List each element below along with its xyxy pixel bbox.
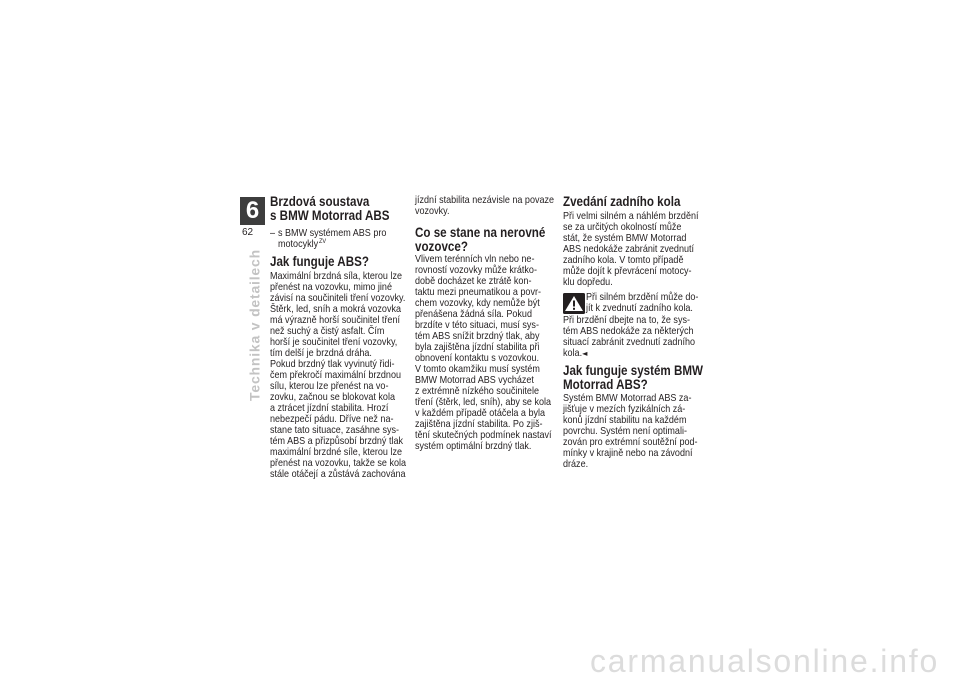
body-line: mínky v krajině nebo na závodní <box>563 446 693 459</box>
body-line: BMW Motorrad ABS vycházet <box>415 374 534 386</box>
list-item-text: motocykly <box>277 238 319 250</box>
warning-line: Při silném brzdění může do- <box>586 290 699 303</box>
page-number: 62 <box>242 227 254 238</box>
section-title-line: s BMW Motorrad ABS <box>270 207 390 223</box>
warning-line: tém ABS nedokáže za některých <box>563 324 694 337</box>
body-line: tění skutečných podmínek nastaví <box>415 429 552 441</box>
heading-how-bmw-abs-works <box>563 364 703 391</box>
body-line: tím delší je brzdná dráha. <box>270 346 372 359</box>
warning-text <box>563 315 695 359</box>
body-line: Při velmi silném a náhlém brzdění <box>563 209 699 222</box>
body-line: se za určitých okolností může <box>563 220 682 233</box>
list-dash: – <box>270 227 276 239</box>
column-3 <box>563 0 703 679</box>
body-line: brzdíte v této situaci, musí sys- <box>415 319 539 331</box>
heading-line: Co se stane na nerovné <box>415 225 546 240</box>
body-line: Maximální brzdná síla, kterou lze <box>270 269 402 282</box>
body-line: tření (štěrk, led, sníh), aby se kola <box>415 396 552 408</box>
body-line: jízdní stabilita nezávisle na povaze <box>415 193 555 206</box>
body-line: vozovky. <box>415 204 450 217</box>
site-watermark: carmanualsonline.info <box>590 643 940 679</box>
heading-line: vozovce? <box>415 238 468 254</box>
warning-line: situací zabránit zvednutí zadního <box>563 335 696 348</box>
body-line: a ztrácet jízdní stabilita. Hrozí <box>270 401 389 414</box>
column-1 <box>270 0 410 679</box>
body-line: tém ABS snížit brzdný tlak, aby <box>415 330 540 342</box>
body-line: zován pro extrémní soutěžní pod- <box>563 435 698 448</box>
body-line: chem vozovky, kdy nemůže být <box>415 297 540 309</box>
body-line: době docházet ke ztrátě kon- <box>415 275 532 287</box>
body-line: sílu, kterou lze přenést na vo- <box>270 379 389 392</box>
body-line: dráze. <box>563 457 589 470</box>
warning-line-text: kola. <box>563 346 583 359</box>
body-line: zadního kola. V tomto případě <box>563 253 684 266</box>
body-line: z extrémně nízkého součinitele <box>415 385 539 397</box>
body-line: Štěrk, led, sníh a mokrá vozovka <box>270 302 402 315</box>
applicability-list <box>270 228 386 250</box>
section-title <box>270 195 390 222</box>
body-line: byla zajištěna jízdní stabilita při <box>415 341 540 353</box>
heading-rear-wheel-lift <box>563 195 680 209</box>
body-line: Pokud brzdný tlak vyvinutý řidi- <box>270 357 395 370</box>
list-item-text: s BMW systémem ABS pro <box>277 227 387 239</box>
chapter-title-vertical: Technika v detailech <box>246 249 263 401</box>
body-line: závisí na součiniteli tření vozovky. <box>270 291 406 304</box>
body-line: zovku, začnou se blokovat kola <box>270 390 395 403</box>
body-line: přenášena žádná síla. Pokud <box>415 308 532 320</box>
paragraph-continuation <box>415 195 554 217</box>
body-line: systém optimální brzdný tlak. <box>415 440 532 452</box>
chapter-number-tab: 6 <box>240 197 265 225</box>
body-line: obnovení kontaktu s vozovkou. <box>415 352 540 364</box>
body-line: povrchu. Systém není optimali- <box>563 424 687 437</box>
column-2 <box>415 0 555 679</box>
heading-line: Motorrad ABS? <box>563 376 648 392</box>
body-line: čem překročí maximální brzdnou <box>270 368 401 381</box>
body-line: klu dopředu. <box>563 275 613 288</box>
body-line: může dojít k převrácení motocy- <box>563 264 692 277</box>
heading-line: Jak funguje systém BMW <box>563 363 704 378</box>
paragraph <box>415 254 552 452</box>
paragraph <box>270 271 406 480</box>
warning-triangle-icon <box>563 293 585 314</box>
body-line: než suchý a čistý asfalt. Čím <box>270 324 385 337</box>
body-line: ABS nedokáže zabránit zvednutí <box>563 242 695 255</box>
body-line: má výrazně horší součinitel tření <box>270 313 400 326</box>
end-of-warning-mark: ◄ <box>582 348 588 358</box>
body-line: nebezpečí pádu. Dříve než na- <box>270 412 394 425</box>
body-line: stále otáčejí a zůstává zachována <box>270 467 406 480</box>
body-line: V tomto okamžiku musí systém <box>415 363 540 375</box>
heading-line: Zvedání zadního kola <box>563 194 681 209</box>
paragraph <box>563 393 698 470</box>
heading-uneven-road <box>415 226 545 253</box>
warning-line-last <box>563 348 695 359</box>
body-line: stát, že systém BMW Motorrad <box>563 231 687 244</box>
body-line: horší je součinitel tření vozovky, <box>270 335 398 348</box>
body-line: rovností vozovky může krátko- <box>415 264 537 276</box>
warning-line: Při brzdění dbejte na to, že sys- <box>563 313 690 326</box>
section-title-line: Brzdová soustava <box>270 194 370 209</box>
warning-line: jít k zvednutí zadního kola. <box>586 301 693 314</box>
heading-line: Jak funguje ABS? <box>270 254 369 269</box>
body-line: Vlivem terénních vln nebo ne- <box>415 253 535 265</box>
body-line: taktu mezi pneumatikou a povr- <box>415 286 541 298</box>
body-line: v každém případě otáčela a byla <box>415 407 546 419</box>
paragraph <box>563 211 699 288</box>
body-line: jišťuje v mezích fyzikálních zá- <box>563 402 686 415</box>
body-line: přenést na vozovku, takže se kola <box>270 456 407 469</box>
heading-how-abs-works <box>270 255 369 269</box>
body-line: tém ABS a přizpůsobí brzdný tlak <box>270 434 404 447</box>
body-line: Systém BMW Motorrad ABS za- <box>563 391 692 404</box>
body-line: stane tato situace, zasáhne sys- <box>270 423 399 436</box>
list-item-continuation <box>270 239 386 250</box>
body-line: konů jízdní stabilitu na každém <box>563 413 687 426</box>
body-line: přenést na vozovku, mimo jiné <box>270 280 392 293</box>
body-line: zajištěna jízdní stabilita. Po zjiš- <box>415 418 543 430</box>
option-superscript: ZV <box>319 238 327 245</box>
body-line: maximální brzdné síle, kterou lze <box>270 445 402 458</box>
warning-text-beside-icon <box>586 292 698 314</box>
